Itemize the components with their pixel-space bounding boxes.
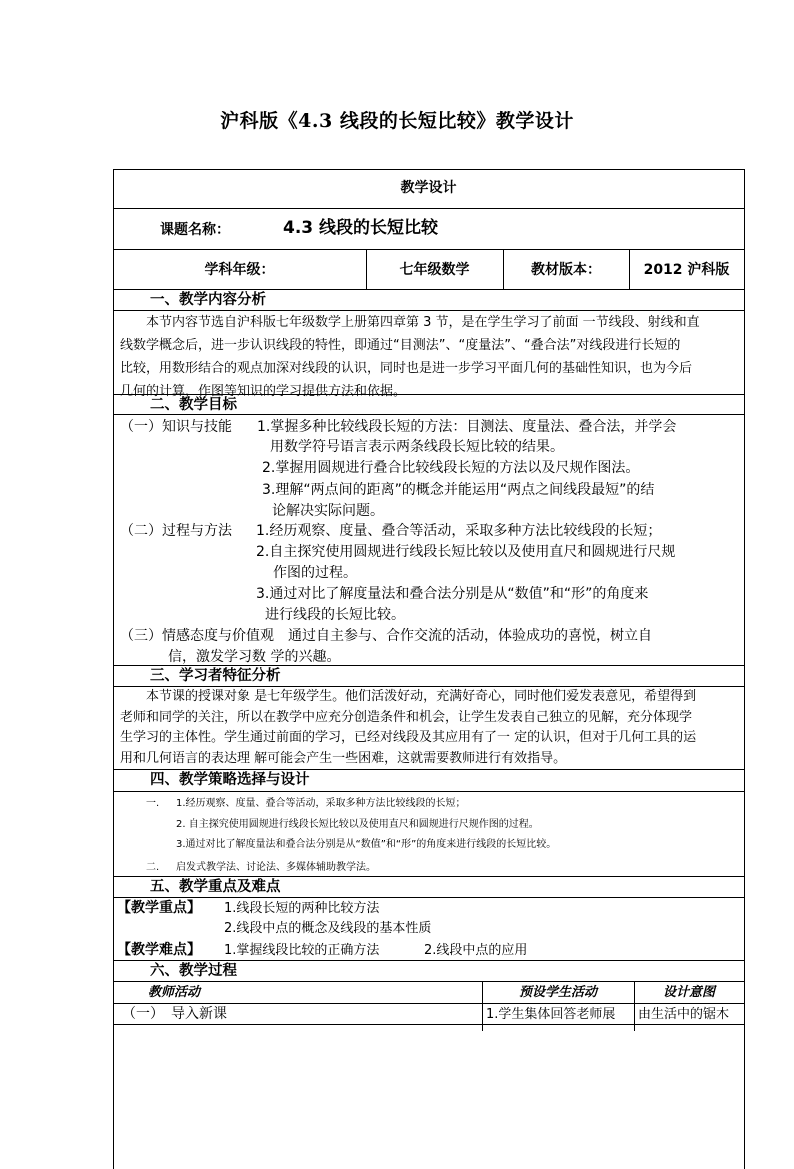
process-step-title: （一） 导入新课 bbox=[122, 1006, 227, 1022]
key-point-label: 【教学重点】 bbox=[117, 900, 201, 916]
paragraph-line: 本节内容节选自沪科版七年级数学上册第四章第 3 节，是在学生学习了前面 一节线段、射线和直 bbox=[146, 315, 700, 330]
strategy-number: 一. bbox=[146, 798, 160, 809]
strategy-item: 3.通过对比了解度量法和叠合法分别是从“数值”和“形”的角度来进行线段的长短比较。 bbox=[176, 839, 557, 850]
course-name: 4.3 线段的长短比较 bbox=[283, 218, 439, 238]
process-label: （二）过程与方法 bbox=[120, 523, 232, 539]
column-teacher-activity: 教师活动 bbox=[148, 985, 201, 1000]
section-3-body bbox=[120, 687, 738, 769]
student-activity-text: 1.学生集体回答老师展 bbox=[486, 1007, 616, 1022]
objective-text: 2.自主探究使用圆规进行线段长短比较以及使用直尺和圆规进行尺规 bbox=[256, 544, 676, 560]
table-rule bbox=[113, 960, 744, 961]
objective-text: 1.掌握多种比较线段长短的方法：目测法、度量法、叠合法，并学会 bbox=[257, 419, 677, 435]
subject-value: 七年级数学 bbox=[399, 262, 470, 278]
table-rule bbox=[113, 981, 744, 982]
section-4-title: 四、教学策略选择与设计 bbox=[150, 772, 310, 788]
section-6-title: 六、教学过程 bbox=[150, 963, 237, 979]
objective-text: 2.掌握用圆规进行叠合比较线段长短的方法以及尺规作图法。 bbox=[262, 460, 640, 476]
table-rule bbox=[113, 791, 744, 792]
objective-text: 作图的过程。 bbox=[273, 565, 357, 581]
attitude-text: （三）情感态度与价值观 通过自主参与、合作交流的活动，体验成功的喜悦，树立自 bbox=[120, 628, 652, 644]
table-rule bbox=[113, 208, 744, 209]
textbook-value: 2012 沪科版 bbox=[643, 262, 730, 278]
strategy-item: 启发式教学法、讨论法、多媒体辅助教学法。 bbox=[176, 862, 376, 873]
strategy-item: 2. 自主探究使用圆规进行线段长短比较以及使用直尺和圆规进行尺规作图的过程。 bbox=[176, 819, 539, 830]
table-header: 教学设计 bbox=[400, 180, 457, 196]
paragraph-line: 老师和同学的关注，所以在教学中应充分创造条件和机会，让学生发表自己独立的见解，充分体现学 bbox=[120, 709, 693, 725]
textbook-label: 教材版本： bbox=[531, 262, 601, 278]
section-1-body bbox=[120, 311, 738, 403]
objective-text: 进行线段的长短比较。 bbox=[265, 607, 405, 623]
table-rule bbox=[113, 769, 744, 770]
paragraph-line: 用和几何语言的表达理 解可能会产生一些困难，这就需要教师进行有效指导。 bbox=[120, 750, 567, 766]
difficulty-label: 【教学难点】 bbox=[117, 942, 201, 958]
paragraph-line: 几何的计算，作图等知识的学习提供方法和依据。 bbox=[120, 384, 407, 399]
strategy-number: 二. bbox=[146, 862, 160, 873]
table-rule bbox=[113, 249, 744, 250]
course-label: 课题名称： bbox=[160, 222, 230, 238]
objective-text: 用数学符号语言表示两条线段长短比较的结果。 bbox=[270, 439, 564, 455]
section-1-title: 一、教学内容分析 bbox=[150, 292, 266, 308]
section-5-title: 五、教学重点及难点 bbox=[150, 879, 281, 895]
objective-text: 1.经历观察、度量、叠合等活动，采取多种方法比较线段的长短； bbox=[256, 523, 662, 539]
document-title: 沪科版《4.3 线段的长短比较》教学设计 bbox=[220, 110, 574, 132]
table-rule bbox=[113, 289, 744, 290]
subject-label: 学科年级： bbox=[204, 262, 275, 278]
paragraph-line: 生学习的主体性。学生通过前面的学习，已经对线段及其应用有了一 定的认识，但对于几何工具的运 bbox=[120, 730, 697, 745]
column-student-activity: 预设学生活动 bbox=[518, 985, 597, 1000]
key-point-item: 2.线段中点的概念及线段的基本性质 bbox=[224, 921, 432, 936]
table-rule bbox=[113, 414, 744, 415]
table-rule bbox=[113, 1003, 744, 1004]
knowledge-label: （一）知识与技能 bbox=[120, 419, 232, 435]
strategy-item: 1.经历观察、度量、叠合等活动，采取多种方法比较线段的长短； bbox=[176, 798, 466, 809]
objective-text: 3.通过对比了解度量法和叠合法分别是从“数值”和“形”的角度来 bbox=[256, 586, 649, 602]
column-design-intent: 设计意图 bbox=[662, 985, 715, 1000]
paragraph-line: 线数学概念后，进一步认识线段的特性，即通过“目测法”、“度量法”、“叠合法”对线段进行长短的 bbox=[120, 338, 681, 353]
objective-text: 论解决实际问题。 bbox=[272, 503, 384, 519]
key-point-item: 1.线段长短的两种比较方法 bbox=[224, 901, 380, 916]
attitude-text: 信，激发学习数 学的兴趣。 bbox=[168, 649, 341, 665]
difficulty-item: 2.线段中点的应用 bbox=[424, 943, 528, 958]
paragraph-line: 本节课的授课对象 是七年级学生。他们活泼好动，充满好奇心，同时他们爱发表意见，希望得到 bbox=[146, 689, 697, 704]
objective-text: 3.理解“两点间的距离”的概念并能运用“两点之间线段最短”的结 bbox=[262, 482, 655, 498]
table-rule bbox=[113, 169, 744, 170]
table-rule bbox=[113, 1024, 744, 1025]
section-2-title: 二、教学目标 bbox=[150, 397, 237, 413]
section-3-title: 三、学习者特征分析 bbox=[150, 668, 281, 684]
table-rule bbox=[113, 897, 744, 898]
paragraph-line: 比较，用数形结合的观点加深对线段的认识，同时也是进一步学习平面几何的基础性知识，也为今后 bbox=[120, 361, 693, 376]
design-intent-text: 由生活中的锯木 bbox=[638, 1007, 730, 1022]
difficulty-item: 1.掌握线段比较的正确方法 bbox=[224, 943, 380, 958]
